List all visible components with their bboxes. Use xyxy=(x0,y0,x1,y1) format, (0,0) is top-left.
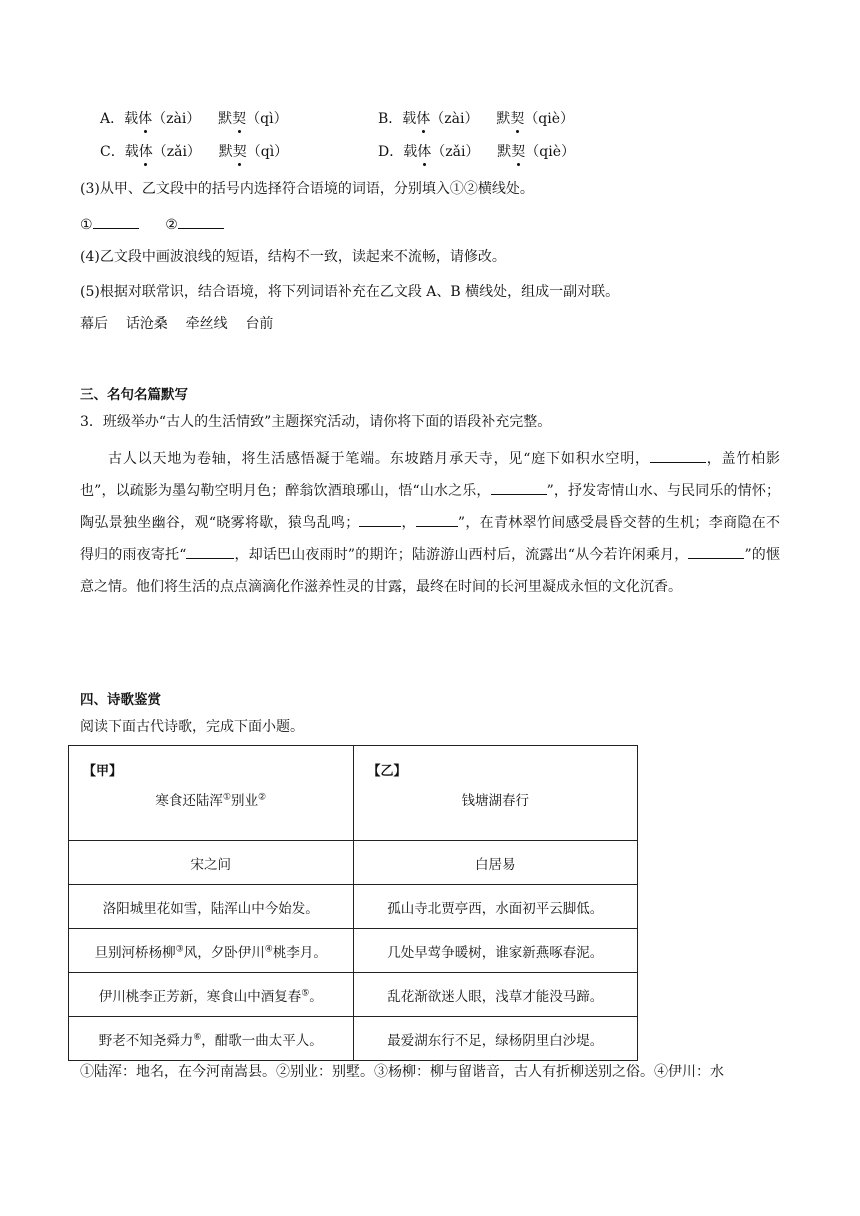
poem-jia-line xyxy=(69,929,354,973)
title-text: 寒食还陆浑 xyxy=(155,793,223,809)
poem-yi-author: 白居易 xyxy=(353,841,638,885)
blank-2-label: ② xyxy=(165,217,178,233)
footnote-mark: ⑤ xyxy=(301,988,310,998)
passage-text: 文化沉香。 xyxy=(612,579,682,595)
pinyin: （qì） xyxy=(246,144,289,160)
poem-line-row xyxy=(69,885,638,929)
dotted-char: 契 xyxy=(510,111,525,127)
passage-text: ，盖竹柏 xyxy=(705,451,767,467)
dotted-char: 体 xyxy=(138,144,153,160)
line-text: 旦别河桥杨柳 xyxy=(94,944,176,961)
poem-jia-title xyxy=(83,789,353,809)
option-label: C． xyxy=(100,144,125,160)
passage-text: ，却话巴山夜雨时”的期许；陆游游山西村后，流露出“从今若许闲乘 xyxy=(234,547,661,563)
poem-jia-line xyxy=(69,885,354,929)
poem-jia-line xyxy=(69,973,354,1017)
poem-jia-line xyxy=(69,1017,354,1061)
blank-1-label: ① xyxy=(80,217,93,233)
fill-blank[interactable] xyxy=(688,543,744,559)
question-3-blanks xyxy=(80,213,224,235)
option-b[interactable] xyxy=(378,109,574,129)
line-text: 。 xyxy=(309,988,323,1005)
pinyin: （zài） xyxy=(430,111,479,127)
pinyin: （zài） xyxy=(152,111,201,127)
passage-text: 李商隐在不得归的雨夜寄托“ xyxy=(80,515,781,563)
poem-author-row xyxy=(69,841,638,885)
answer-blank-1[interactable] xyxy=(93,213,139,229)
line-text: ，酣歌一曲太平人。 xyxy=(201,1032,323,1049)
passage-text: ， xyxy=(401,515,416,531)
line-text: 伊川桃李正芳新，寒食山中酒复春 xyxy=(98,988,302,1005)
footnote-mark: ③ xyxy=(175,944,184,954)
line-text: 风，夕卧伊川 xyxy=(183,944,265,961)
passage-text: 情怀；陶弘景独坐幽谷，观“晓雾将歇，猿鸟乱鸣； xyxy=(80,483,780,531)
word-bank-item: 牵丝线 xyxy=(185,316,228,332)
title-text: 别业 xyxy=(231,793,258,809)
word-char: 载 xyxy=(402,111,417,127)
poem-line-row xyxy=(69,973,638,1017)
poem-footnotes: ①陆浑：地名，在今河南嵩县。②别业：别墅。③杨柳：柳与留谐音，古人有折柳送别之俗。④伊川：水 xyxy=(80,1064,724,1080)
footnote-mark: ① xyxy=(222,792,231,803)
section-4-intro: 阅读下面古代诗歌，完成下面小题。 xyxy=(80,719,304,735)
poem-jia-author: 宋之问 xyxy=(69,841,354,885)
passage-text: 古人以天地为卷轴，将生活感悟凝于笔端。东坡踏月承天寺，见“庭下如积水空明， xyxy=(108,451,650,467)
fill-blank[interactable] xyxy=(359,511,401,527)
option-a[interactable] xyxy=(100,109,288,129)
line-text: 洛阳城里花如雪，陆浑山中今始发。 xyxy=(102,900,319,917)
poem-line-row xyxy=(69,929,638,973)
poem-yi-line: 最爱湖东行不足，绿杨阴里白沙堤。 xyxy=(353,1017,638,1061)
word-char: 默 xyxy=(218,111,233,127)
question-4-text: (4)乙文段中画波浪线的短语，结构不一致，读起来不流畅，请修改。 xyxy=(80,249,506,265)
section-4-heading: 四、诗歌鉴赏 xyxy=(80,692,161,708)
fill-blank[interactable] xyxy=(650,447,706,463)
pinyin: （qiè） xyxy=(524,111,575,127)
dotted-char: 体 xyxy=(417,144,432,160)
dotted-char: 体 xyxy=(416,111,431,127)
poem-line-row xyxy=(69,1017,638,1061)
pinyin: （qiè） xyxy=(525,144,575,160)
word-bank-item: 幕后 xyxy=(80,316,108,332)
word-bank-item: 台前 xyxy=(245,316,274,332)
passage-text: 影也”，以疏影为墨勾勒空明月色；醉翁饮酒琅琊山，悟“山水之乐， xyxy=(80,451,781,499)
pinyin: （zǎi） xyxy=(152,144,201,160)
word-char: 载 xyxy=(403,144,418,160)
fill-blank[interactable] xyxy=(416,511,458,527)
passage-text: ”，在青林翠竹间感受晨昏交替的生机； xyxy=(457,515,709,531)
option-label: D． xyxy=(378,144,404,160)
word-bank-item: 话沧桑 xyxy=(125,316,168,332)
dotted-char: 体 xyxy=(138,111,153,127)
word-char: 默 xyxy=(497,144,512,160)
poem-yi-line: 乱花渐欲迷人眼，浅草才能没马蹄。 xyxy=(353,973,638,1017)
poem-yi-header xyxy=(353,746,638,841)
option-label: B． xyxy=(378,111,403,127)
poem-yi-title: 钱塘湖春行 xyxy=(461,793,529,809)
section-3-passage xyxy=(80,443,780,603)
option-c[interactable] xyxy=(100,142,288,162)
pinyin: （qì） xyxy=(246,111,288,127)
word-char: 默 xyxy=(218,144,233,160)
option-label: A． xyxy=(100,111,125,127)
line-text: 野老不知尧舜力 xyxy=(98,1032,194,1049)
poem-yi-line: 孤山寺北贾亭西，水面初平云脚低。 xyxy=(353,885,638,929)
word-char: 默 xyxy=(496,111,511,127)
line-text: 桃李月。 xyxy=(272,944,327,961)
dotted-char: 契 xyxy=(232,111,247,127)
section-3-heading: 三、名句名篇默写 xyxy=(80,387,188,403)
poem-tag: 【乙】 xyxy=(367,764,407,779)
question-3-text: (3)从甲、乙文段中的括号内选择符合语境的词语，分别填入①②横线处。 xyxy=(80,181,534,197)
answer-blank-2[interactable] xyxy=(178,213,224,229)
section-3-question: 3．班级举办“古人的生活情致”主题探究活动，请你将下面的语段补充完整。 xyxy=(80,414,552,430)
footnote-mark: ④ xyxy=(264,944,273,954)
poem-title-row xyxy=(69,746,638,841)
word-char: 载 xyxy=(124,111,139,127)
question-5-text: (5)根据对联常识，结合语境，将下列词语补充在乙文段 A、B 横线处，组成一副对联。 xyxy=(80,284,620,300)
poem-tag: 【甲】 xyxy=(83,764,123,779)
poem-table xyxy=(68,745,638,1061)
passage-text: ”，抒发寄情山水、与民同乐的 xyxy=(546,483,738,499)
option-d[interactable] xyxy=(378,142,575,162)
poem-yi-line: 几处早莺争暖树，谁家新燕啄春泥。 xyxy=(353,929,638,973)
footnote-mark: ⑥ xyxy=(193,1032,202,1042)
footnote-mark: ② xyxy=(258,792,267,803)
poem-jia-header xyxy=(69,746,354,841)
passage-text: ”的惬意之情。他们将生活的点点滴滴化作滋养性灵的甘露，最终在时间的长河里凝成永恒的 xyxy=(80,547,780,595)
dotted-char: 契 xyxy=(511,144,526,160)
fill-blank[interactable] xyxy=(186,543,234,559)
word-bank xyxy=(80,314,273,334)
pinyin: （zǎi） xyxy=(431,144,480,160)
dotted-char: 契 xyxy=(232,144,247,160)
word-char: 载 xyxy=(124,144,139,160)
passage-text: 月， xyxy=(660,547,689,563)
fill-blank[interactable] xyxy=(491,479,547,495)
